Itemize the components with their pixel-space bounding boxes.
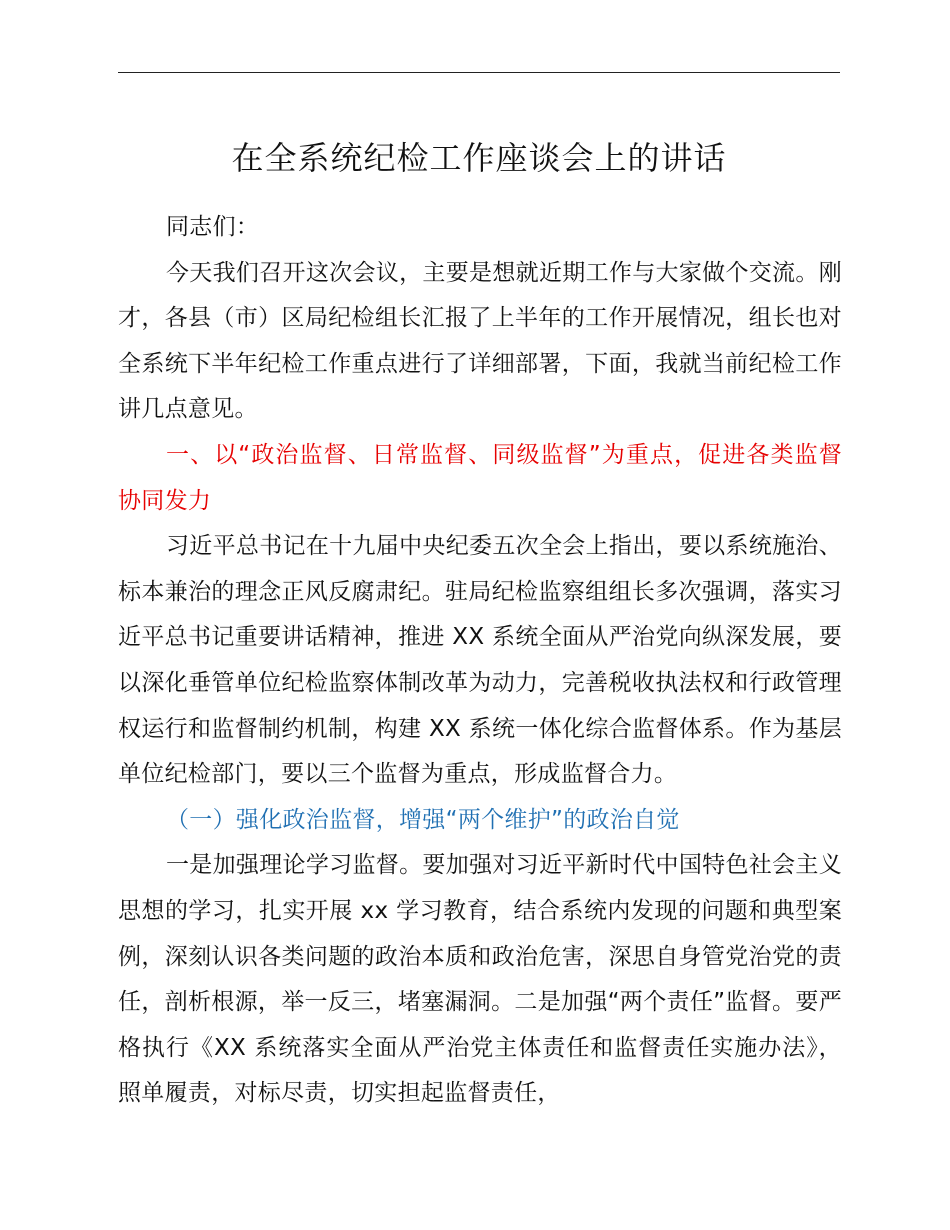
section-heading-1: 一、以“政治监督、日常监督、同级监督”为重点，促进各类监督协同发力: [118, 441, 842, 514]
salutation: 同志们：: [166, 214, 260, 240]
section-1-paragraph: 习近平总书记在十九届中央纪委五次全会上指出，要以系统施治、标本兼治的理念正风反腐肃纪。驻局纪检监察组组长多次强调，落实习近平总书记重要讲话精神，推进 XX 系统全面从严治党向纵深发展，要以深化垂管单位纪检监察体制改革为动力，完善税收执法权和行政管理权运行和监督制约机制，构建 XX 系统一体化综合监督体系。作为基层单位纪检部门，要以三个监督为重点，形成监督合力。: [118, 533, 842, 788]
document-title: 在全系统纪检工作座谈会上的讲话: [231, 139, 727, 177]
document-body: [118, 205, 842, 1117]
intro-paragraph: 今天我们召开这次会议，主要是想就近期工作与大家做个交流。刚才，各县（市）区局纪检组长汇报了上半年的工作开展情况，组长也对全系统下半年纪检工作重点进行了详细部署，下面，我就当前纪检工作讲几点意见。: [118, 259, 842, 423]
subsection-heading-1: （一）强化政治监督，增强“两个维护”的政治自觉: [166, 806, 680, 833]
header-rule: [118, 72, 840, 73]
subsection-1-paragraph: 一是加强理论学习监督。要加强对习近平新时代中国特色社会主义思想的学习，扎实开展 xx 学习教育，结合系统内发现的问题和典型案例，深刻认识各类问题的政治本质和政治危害，深思自身管党治党的责任，剖析根源，举一反三，堵塞漏洞。二是加强“两个责任”监督。要严格执行《XX 系统落实全面从严治党主体责任和监督责任实施办法》，照单履责，对标尽责，切实担起监督责任，: [118, 852, 842, 1107]
